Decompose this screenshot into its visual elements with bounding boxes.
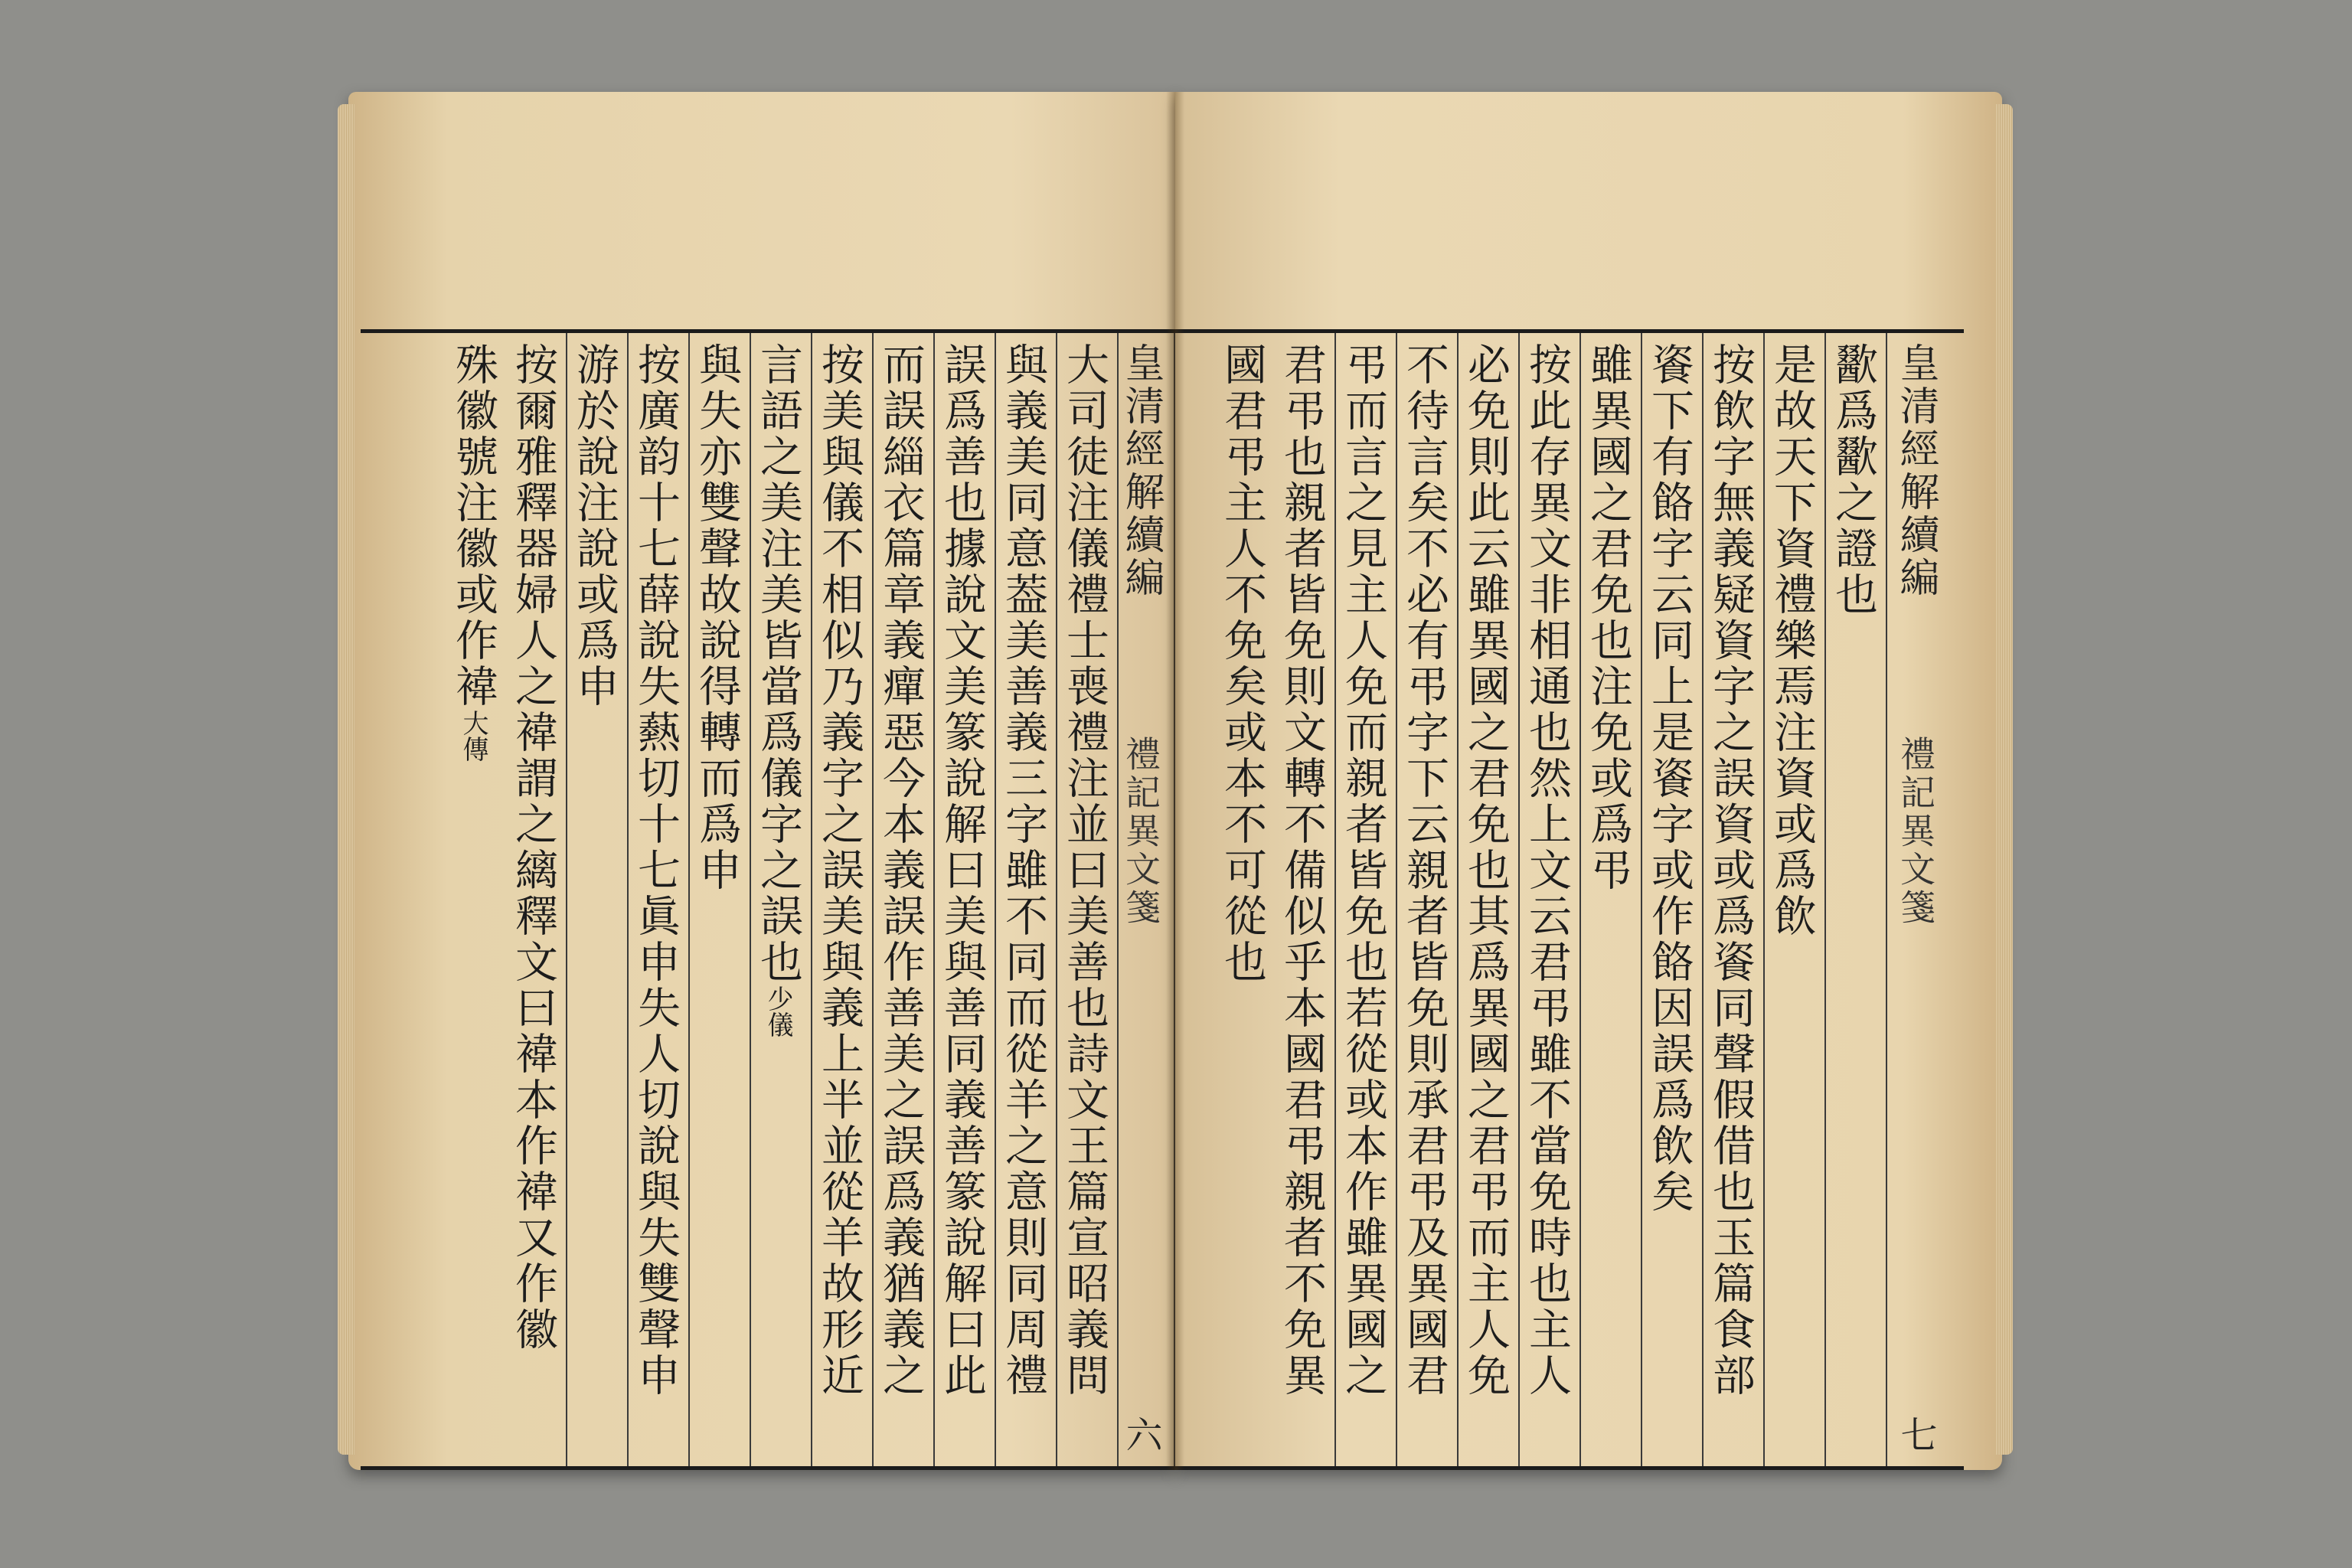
text-line: 按美與儀不相似乃義字之誤美與義上半並從羊故形近	[815, 342, 864, 1399]
right-col-3	[1704, 333, 1765, 1466]
left-col-10	[996, 333, 1057, 1466]
left-book-title: 皇清經解續編	[1118, 342, 1164, 599]
left-col-11	[1057, 333, 1119, 1466]
text-line: 餈下有餎字云同上是餈字或作餎因誤爲飲矣	[1645, 342, 1694, 1215]
left-section-title: 禮記異文箋	[1120, 736, 1161, 927]
text-line: 按飲字無義疑資字之誤資或爲餈同聲假借也玉篇食部	[1706, 342, 1756, 1399]
book-gutter	[1166, 92, 1184, 1470]
right-col-2	[1765, 333, 1826, 1466]
text-line: 與失亦雙聲故說得轉而爲申	[692, 342, 742, 893]
left-col-6	[751, 333, 812, 1466]
open-book	[348, 92, 2002, 1485]
right-col-5	[1581, 333, 1642, 1466]
left-folio-number: 六	[1119, 1416, 1162, 1455]
text-line: 按此存異文非相通也然上文云君弔雖不當免時也主人	[1522, 342, 1572, 1399]
text-line: 而誤緇衣篇章義癉惡今本義誤作善美之誤爲義猶義之	[876, 342, 926, 1399]
text-line: 言語之美注美皆當爲儀字之誤也	[753, 342, 803, 985]
text-line: 與義美同意葢美善義三字雖不同而從羊之意則同周禮	[998, 342, 1048, 1399]
text-line: 誤爲善也據說文美篆說解曰美與善同義善篆說解曰此	[937, 342, 987, 1399]
text-line: 必免則此云雖異國之君免也其爲異國之君弔而主人免	[1461, 342, 1511, 1399]
text-line: 游於說注說或爲申	[570, 342, 619, 710]
left-page	[348, 92, 1175, 1470]
right-folio-number: 七	[1894, 1416, 1937, 1455]
right-col-7	[1459, 333, 1520, 1466]
left-col-8	[874, 333, 935, 1466]
text-line: 歠爲歠之證也	[1828, 342, 1878, 618]
text-line: 按爾雅釋器婦人之褘謂之縭釋文曰褘本作褘又作徽	[508, 342, 558, 1353]
left-col-1	[445, 333, 506, 1466]
text-line: 弔而言之見主人免而親者皆免也若從或本作雖異國之	[1338, 342, 1388, 1399]
left-col-9	[935, 333, 996, 1466]
left-page-edge	[338, 104, 354, 1455]
left-col-3	[567, 333, 629, 1466]
right-page	[1175, 92, 2002, 1470]
left-col-4	[629, 333, 690, 1466]
note-dazhuan: 大傳	[458, 710, 488, 762]
right-col-6	[1520, 333, 1581, 1466]
text-line: 是故天下資禮樂焉注資或爲飲	[1767, 342, 1817, 939]
right-col-9	[1336, 333, 1397, 1466]
left-col-7	[812, 333, 874, 1466]
text-line: 君弔也親者皆免則文轉不備似乎本國君弔親者不免異	[1277, 342, 1327, 1399]
right-col-4	[1642, 333, 1704, 1466]
text-line: 殊徽號注徽或作褘	[449, 342, 498, 710]
text-line: 雖異國之君免也注免或爲弔	[1583, 342, 1633, 893]
right-text-frame	[1175, 329, 1964, 1470]
left-col-2	[506, 333, 567, 1466]
right-page-edge	[1996, 104, 2013, 1455]
right-col-8	[1397, 333, 1459, 1466]
right-col-11	[1214, 333, 1275, 1466]
right-col-10	[1275, 333, 1336, 1466]
text-line: 不待言矣不必有弔字下云親者皆免則承君弔及異國君	[1400, 342, 1449, 1399]
text-line: 按廣韵十七薛說失爇切十七眞申失人切說與失雙聲申	[631, 342, 681, 1399]
note-shaoyi: 少儀	[763, 985, 793, 1037]
right-book-title: 皇清經解續編	[1893, 342, 1939, 599]
text-line: 國君弔主人不免矣或本不可從也	[1217, 342, 1267, 985]
right-margin-column	[1887, 333, 1949, 1466]
left-text-frame	[361, 329, 1175, 1470]
left-col-5	[690, 333, 751, 1466]
right-col-1	[1826, 333, 1887, 1466]
right-section-title: 禮記異文箋	[1895, 736, 1936, 927]
text-line: 大司徒注儀禮士喪禮注並曰美善也詩文王篇宣昭義問	[1060, 342, 1109, 1399]
